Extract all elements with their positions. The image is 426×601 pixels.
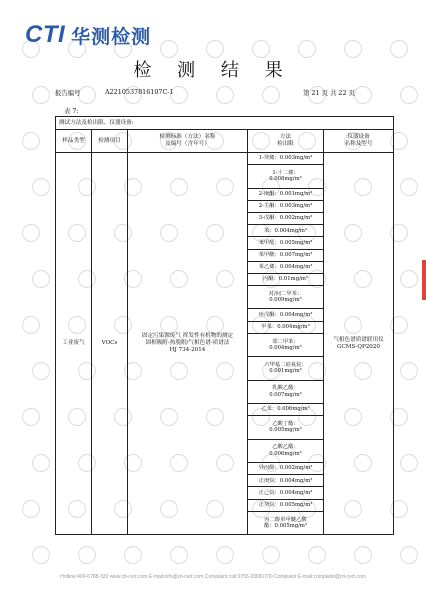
page-info: 第 21 页 共 22 页 xyxy=(303,89,355,97)
seal-stamp-edge xyxy=(422,0,426,601)
detection-limit-item: 苯：0.004mg/m³ xyxy=(248,225,323,237)
detection-limit-item: 环戊酮：0.004mg/m³ xyxy=(248,309,323,321)
watermark-circle xyxy=(22,408,40,426)
watermark-circle xyxy=(216,86,234,104)
watermark-circle xyxy=(216,546,234,564)
detection-limit-item: 3-戊酮：0.002mg/m³ xyxy=(248,212,323,224)
table-caption: 测试方法及检出限、仪器设备: xyxy=(56,117,394,130)
watermark-circle xyxy=(400,546,418,564)
watermark-circle xyxy=(32,454,50,472)
logo-mark: CTI xyxy=(25,21,66,48)
watermark-circle xyxy=(22,224,40,242)
watermark-circle xyxy=(400,454,418,472)
detection-limit-item: 乙酸乙酯： 0.006mg/m³ xyxy=(248,439,323,462)
watermark-circle xyxy=(22,316,40,334)
watermark-circle xyxy=(32,178,50,196)
watermark-circle xyxy=(78,546,96,564)
methods-table xyxy=(55,116,394,535)
detection-limit-item: 1-癸烯：0.003mg/m³ xyxy=(248,153,323,165)
detection-limit-item: 邻二甲苯： 0.004mg/m³ xyxy=(248,333,323,356)
logo-chinese-name: 华测检测 xyxy=(71,25,152,48)
detection-limit-item: 苯甲酸：0.007mg/m³ xyxy=(248,249,323,261)
detection-limit-item: 六甲基二硅氧烷： 0.001mg/m³ xyxy=(248,357,323,380)
watermark-circle xyxy=(262,86,280,104)
table-note: 表 7: xyxy=(64,107,79,115)
detection-limit-item: 正庚烷：0.004mg/m³ xyxy=(248,475,323,487)
test-item-cell: VOCs xyxy=(92,153,128,535)
detection-limit-item: 苯乙烯：0.004mg/m³ xyxy=(248,261,323,273)
detection-limit-item: 乙苯：0.006mg/m³ xyxy=(248,404,323,416)
footer-contact: Hotline:400-6788-333 www.cti-cert.com E-mail:info@cti-cert.com Complaint call:0755-33681700 Complaint E-mail:complaint@cti-cert.com xyxy=(60,574,366,580)
watermark-circle xyxy=(354,546,372,564)
column-header: 检测标准（方法）名称 及编号（含年号） xyxy=(128,130,248,153)
watermark-circle xyxy=(22,132,40,150)
detection-limit-item: 异丙醇：0.002mg/m³ xyxy=(248,462,323,474)
standard-cell: 固定污染源废气 挥发性有机物的测定 固相吸附-热脱附/气相色谱-质谱法 HJ 734-2014 xyxy=(128,153,248,535)
page-title: 检 测 结 果 xyxy=(133,60,293,81)
report-number-label: 报告编号 xyxy=(55,89,81,97)
detection-limit-item: 乳酸乙酯： 0.007mg/m³ xyxy=(248,380,323,403)
detection-limit-item: 对/间二甲苯： 0.009mg/m³ xyxy=(248,286,323,309)
column-header: 检测项目 xyxy=(92,130,128,153)
watermark-circle xyxy=(32,362,50,380)
watermark-circle xyxy=(32,546,50,564)
detection-limit-item: 甲苯：0.004mg/m³ xyxy=(248,321,323,333)
watermark-circle xyxy=(124,546,142,564)
detection-limit-item: 丙二醇单甲醚乙酸 酯：0.005mg/m³ xyxy=(263,516,308,529)
watermark-circle xyxy=(262,546,280,564)
instrument-cell: 气相色谱质谱联用仪 GCMS-QP2020 xyxy=(324,153,394,535)
detection-limit-cell xyxy=(248,153,324,535)
column-header: 样品类型 xyxy=(56,130,92,153)
company-logo xyxy=(25,22,151,48)
watermark-circle xyxy=(400,270,418,288)
watermark-circle xyxy=(308,546,326,564)
watermark-circle xyxy=(400,86,418,104)
detection-limit-list xyxy=(248,153,323,534)
watermark-circle xyxy=(354,86,372,104)
detection-limit-item: 2-壬酮：0.003mg/m³ xyxy=(248,200,323,212)
watermark-circle xyxy=(400,362,418,380)
watermark-circle xyxy=(22,500,40,518)
detection-limit-item: 苯甲醛：0.005mg/m³ xyxy=(248,237,323,249)
detection-limit-item: 丙酮：0.01mg/m³ xyxy=(248,273,323,285)
detection-limit-item: 正癸烷：0.005mg/m³ xyxy=(248,499,323,511)
detection-limit-item: 乙酸丁酯： 0.005mg/m³ xyxy=(248,416,323,439)
detection-limit-item: 正己烷：0.004mg/m³ xyxy=(248,487,323,499)
report-number: A2210537816107C-1 xyxy=(105,88,174,96)
watermark-circle xyxy=(32,270,50,288)
detection-limit-item: 2-庚酮：0.001mg/m³ xyxy=(248,188,323,200)
column-header: 方法 检出限 xyxy=(248,130,324,153)
watermark-circle xyxy=(170,546,188,564)
column-header: 仪器设备 名称及型号 xyxy=(324,130,394,153)
sample-type-cell: 工业废气 xyxy=(56,153,92,535)
watermark-circle xyxy=(32,86,50,104)
detection-limit-item: 1-十二烯： 0.008mg/m³ xyxy=(248,165,323,188)
watermark-circle xyxy=(400,178,418,196)
